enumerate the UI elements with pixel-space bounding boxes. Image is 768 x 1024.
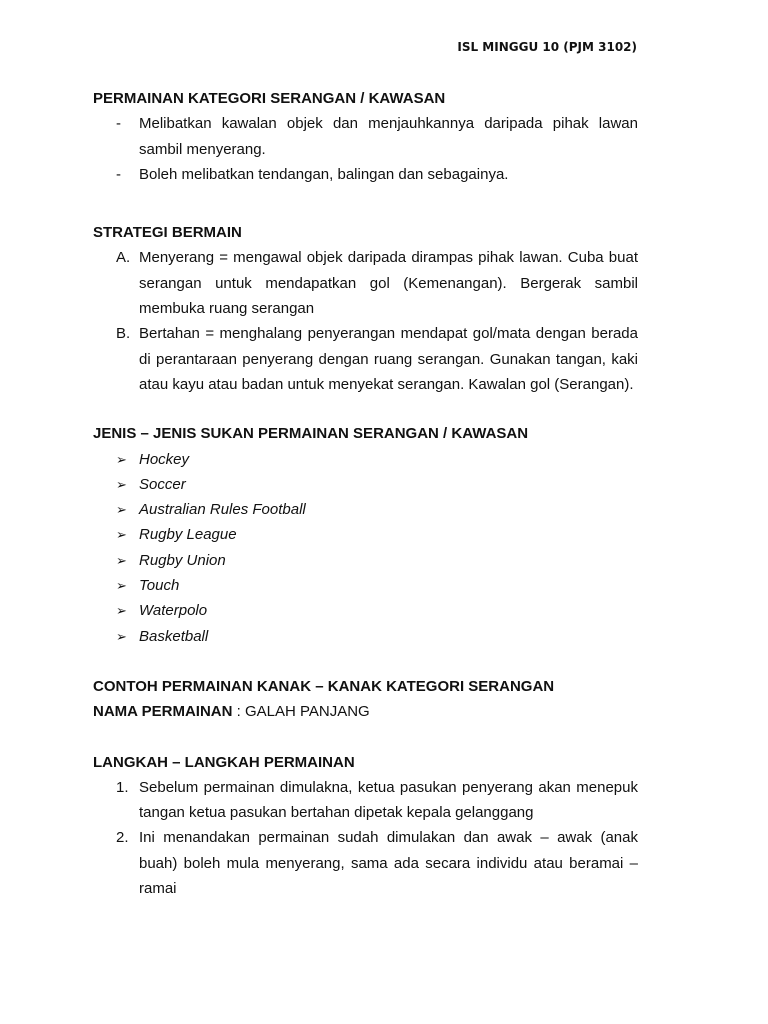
dash-marker: -: [116, 115, 121, 133]
list-item-text: Hockey: [139, 450, 190, 468]
list-item-text: Melibatkan kawalan objek dan menjauhkannya daripada pihak lawan sambil menyerang.: [139, 115, 638, 158]
section-heading-contoh: CONTOH PERMAINAN KANAK – KANAK KATEGORI SERANGAN: [93, 677, 555, 695]
arrow-bullet-icon: ➢: [116, 552, 127, 568]
game-name-label: NAMA PERMAINAN: [93, 703, 233, 721]
list-item-text: Rugby League: [139, 526, 237, 544]
list-item-text: Ini menandakan permainan sudah dimulakan dan awak – awak (anak buah) boleh mula menyerang, sama ada secara individu atau beramai – ramai: [139, 829, 638, 898]
letter-marker: A.: [116, 249, 131, 267]
list-item: [93, 522, 638, 547]
arrow-bullet-icon: ➢: [116, 628, 127, 644]
arrow-bullet-icon: ➢: [116, 603, 127, 619]
dash-marker: -: [116, 165, 121, 183]
arrow-bullet-icon: ➢: [116, 527, 127, 543]
game-name-line: [93, 699, 638, 724]
list-item: [93, 775, 638, 826]
list-item-text: Touch: [139, 577, 180, 595]
list-item: [93, 573, 638, 598]
letter-marker: B.: [116, 325, 131, 343]
list-item: [93, 472, 638, 497]
list-item-text: Sebelum permainan dimulakna, ketua pasukan penyerang akan menepuk tangan ketua pasukan bertahan dipetak kepala gelanggang: [139, 778, 638, 822]
list-item: [93, 111, 638, 162]
section-heading-jenis: JENIS – JENIS SUKAN PERMAINAN SERANGAN / KAWASAN: [93, 425, 529, 443]
list-item-text: Australian Rules Football: [139, 501, 306, 519]
list-item-text: Basketball: [139, 627, 209, 645]
list-item: [93, 321, 638, 397]
number-marker: 1.: [116, 778, 129, 796]
list-item: [93, 447, 638, 472]
list-item: [93, 497, 638, 522]
list-item-text: Soccer: [139, 475, 186, 493]
list-item: [93, 825, 638, 901]
list-item: [93, 598, 638, 623]
list-item: [93, 548, 638, 573]
arrow-bullet-icon: ➢: [116, 451, 127, 467]
list-item-text: Bertahan = menghalang penyerangan mendapat gol/mata dengan berada di perantaraan penyerang dengan ruang serangan. Gunakan tangan, kaki atau kayu atau badan untuk menyekat serangan. Kawalan gol (Serangan).: [139, 325, 638, 393]
document-body: [93, 86, 638, 901]
game-name-value: : GALAH PANJANG: [232, 703, 370, 721]
list-item-text: Menyerang = mengawal objek daripada dirampas pihak lawan. Cuba buat serangan untuk mendapatkan gol (Kemenangan). Bergerak sambil membuka ruang serangan: [139, 249, 638, 318]
section-heading-strategi: STRATEGI BERMAIN: [93, 224, 242, 242]
list-item-text: Rugby Union: [139, 551, 226, 569]
arrow-bullet-icon: ➢: [116, 476, 127, 492]
list-item: [93, 245, 638, 321]
section-heading-langkah: LANGKAH – LANGKAH PERMAINAN: [93, 753, 355, 771]
arrow-bullet-icon: ➢: [116, 502, 127, 518]
list-item: [93, 624, 638, 649]
list-item: [93, 162, 638, 187]
list-item-text: Waterpolo: [139, 602, 208, 620]
arrow-bullet-icon: ➢: [116, 578, 127, 594]
number-marker: 2.: [116, 829, 129, 847]
list-item-text: Boleh melibatkan tendangan, balingan dan sebagainya.: [139, 165, 509, 183]
section-heading-kategori: PERMAINAN KATEGORI SERANGAN / KAWASAN: [93, 90, 446, 107]
page-header: ISL MINGGU 10 (PJM 3102): [457, 40, 637, 54]
